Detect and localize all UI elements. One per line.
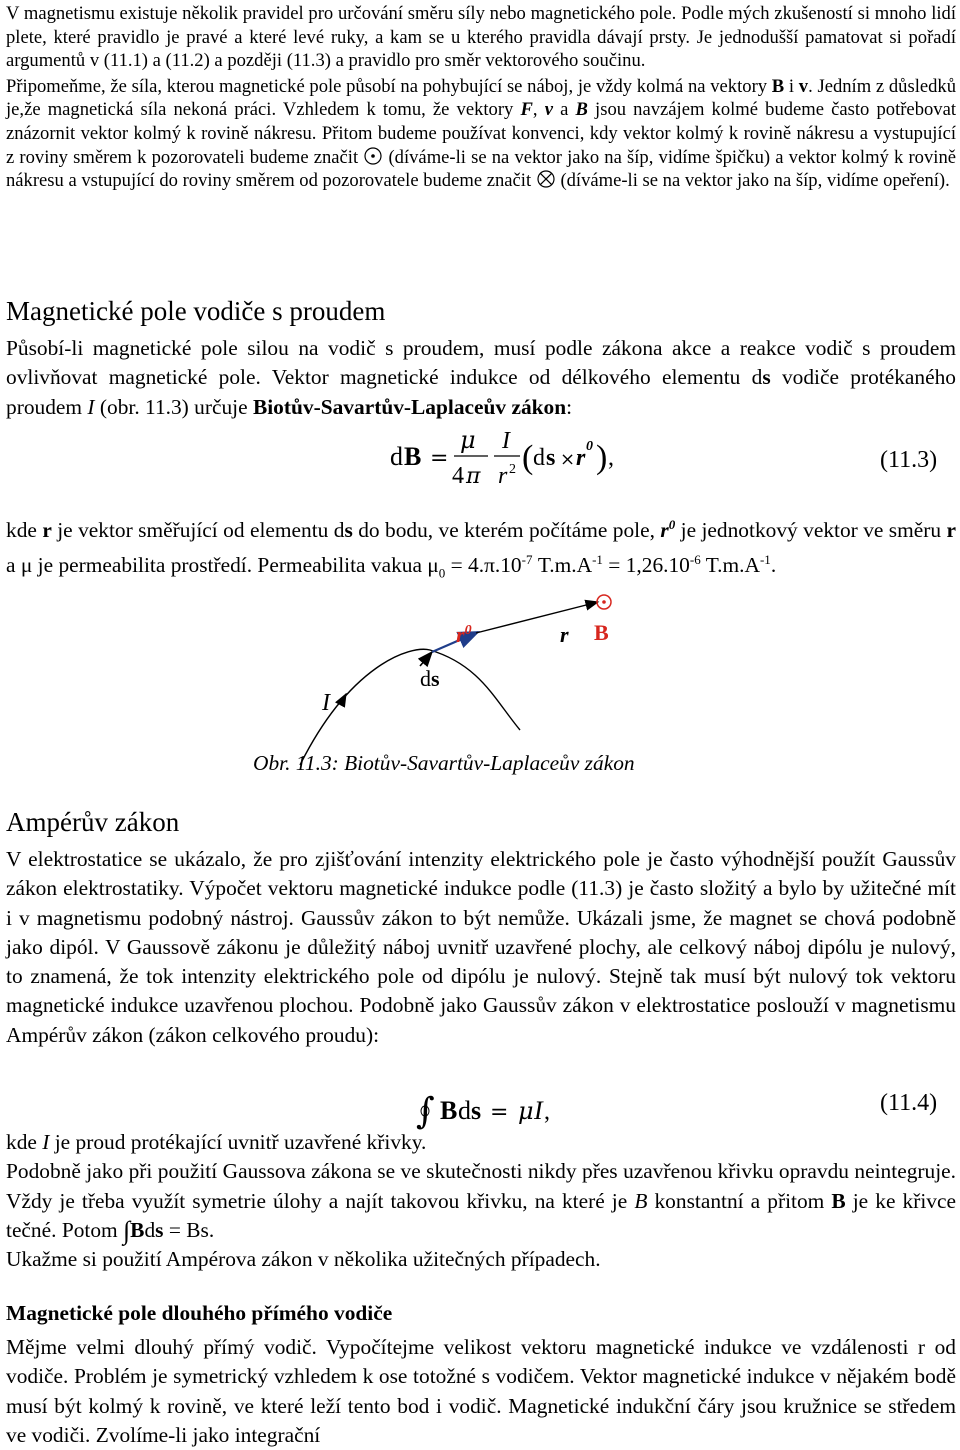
svg-text:∫: ∫ xyxy=(416,1091,435,1132)
intro-paragraph-1: V magnetismu existuje několik pravidel pro určování směru síly nebo magnetického pole. Podle mých zkušeností si mnoho lidí plete, které pravidlo je pravé a které levé ruky, a kam se u kterého pravidla dávají prsty. Je jednodušší pamatovat si pořadí argumentů v (11.1) a (11.2) a později (11.3) a pravidlo pro směr vektorového součinu. xyxy=(6,3,956,72)
svg-text:2: 2 xyxy=(509,462,516,477)
label-I: I xyxy=(322,690,330,716)
svg-text:r: r xyxy=(576,445,586,471)
svg-text:I: I xyxy=(534,1096,543,1125)
r-vector-line xyxy=(476,602,598,633)
out-of-plane-symbol-icon xyxy=(363,146,383,166)
current-wire xyxy=(300,649,520,765)
svg-text:,: , xyxy=(544,1099,550,1125)
equation-number-11-3: (11.3) xyxy=(880,447,938,473)
current-direction-arrow xyxy=(340,694,346,705)
svg-text:B: B xyxy=(440,1096,458,1125)
label-B: B xyxy=(594,620,609,645)
equation-ampere xyxy=(410,1083,580,1133)
ampere-law-paragraph: V elektrostatice se ukázalo, že pro zjišťování intenzity elektrického pole je často výhodnější použít Gaussův zákon elektrostatiky. Výpočet vektoru magnetické indukce podle (11.3) je často složitý a bylo by užitečné mít i v magnetismu podobný nástroj. Gaussův zákon to být nemůže. Ukázali jsme, že magnet se chová podobně jako dipól. V Gaussově zákonu je důležitý náboj uvnitř uzavřené plochy, ale celkový náboj dipólu je nulový, to znamená, že tok intenzity elektrického pole od dipólu je nulový. Stejně tak musí být nulový tok vektoru magnetické indukce uzavřenou plochou. Podobně jako Gaussův zákon v elektrostatice poslouží v magnetismu Ampérův zákon (zákon celkového proudu): xyxy=(6,847,956,1047)
label-ds: ds xyxy=(420,666,440,691)
svg-text:r: r xyxy=(498,463,508,489)
section-conductor-field-body xyxy=(6,334,956,422)
equation-biot-savart xyxy=(390,420,630,490)
svg-text:=: = xyxy=(490,1100,509,1125)
svg-text:): ) xyxy=(596,439,608,476)
label-r0: $r^0$ xyxy=(456,622,472,647)
svg-text:,: , xyxy=(608,445,614,471)
long-wire-body: Mějme velmi dlouhý přímý vodič. Vypočítejme velikost vektoru magnetické indukce ve vzdálenosti r od vodiče. Problém je symetrický vzhledem k ose totožné s vodičem. Vektor magnetické indukce v nějakém bodě musí být kolmý k rovině, ve které leží tento bod i vodič. Magnetické indukční čáry jsou kružnice se středem ve vodiči. Zvolíme-li jako integrační xyxy=(6,1335,956,1447)
B-out-of-plane-icon xyxy=(597,595,611,609)
intro-paragraph-2: Připomeňme, že síla, kterou magnetické pole působí na pohybující se náboj, je vždy kolmá na vektory B i v. Jedním z důsledků je,že magnetická síla nekoná práci. Vzhledem k tomu, že vektory F, v a B jsou navzájem kolmé budeme často potřebovat znázornit vektor kolmý k rovině nákresu. Přitom budeme používat konvenci, kdy vektor kolmý k rovině nákresu a vystupující z roviny směrem k pozorovateli budeme značit (díváme-li se na vektor jako na šíp, vidíme špičku) a vektor kolmý k rovině nákresu a vstupující do roviny směrem od pozorovatele budeme značit (díváme-li se na vektor jako na šíp, vidíme opeření). xyxy=(6,75,956,192)
section-title-ampere-law: Ampérův zákon xyxy=(6,807,180,837)
biot-savart-intro: Působí-li magnetické pole silou na vodič s proudem, musí podle zákona akce a reakce vodič s proudem ovlivňovat magnetické pole. Vektor magnetické indukce od délkového elementu ds vodiče protékaného proudem I (obr. 11.3) určuje Biotův-Savartův-Laplaceův zákon: xyxy=(6,336,956,419)
section-title-long-wire: Magnetické pole dlouhého přímého vodiče xyxy=(6,1301,393,1325)
svg-text:B: B xyxy=(404,442,422,471)
equation-number-11-4: (11.4) xyxy=(880,1090,938,1116)
svg-text:4: 4 xyxy=(452,463,464,489)
svg-text:×: × xyxy=(560,449,576,470)
label-r: r xyxy=(560,622,569,647)
ampere-law-body xyxy=(6,845,956,1050)
svg-text:π: π xyxy=(466,464,481,489)
svg-text:s: s xyxy=(471,1096,482,1125)
svg-text:μ: μ xyxy=(518,1097,534,1125)
intro-section xyxy=(6,2,956,193)
svg-text:d: d xyxy=(390,442,403,471)
svg-text:μ: μ xyxy=(460,426,476,454)
figure-caption: Obr. 11.3: Biotův-Savartův-Laplaceův zákon xyxy=(253,751,635,775)
ampere-law-after: kde I je proud protékající uvnitř uzavřené křivky. Podobně jako při použití Gaussova zákona se ve skutečnosti nikdy přes uzavřenou křivku opravdu neintegruje. Vždy je třeba využít symetrie úlohy a najít takovou křivku, na které je B konstantní a přitom B je ke křivce tečné. Potom ∫Bds = Bs. Ukažme si použití Ampérova zákon v několika užitečných případech. xyxy=(6,1130,956,1272)
svg-text:s: s xyxy=(546,445,556,471)
svg-text:d: d xyxy=(533,445,545,471)
svg-text:=: = xyxy=(430,446,449,471)
svg-text:(: ( xyxy=(522,439,534,476)
svg-text:d: d xyxy=(458,1096,471,1125)
ds-arrow xyxy=(420,652,432,666)
integral-symbol-icon: ∫ xyxy=(123,1215,131,1245)
svg-text:0: 0 xyxy=(586,439,593,454)
biot-savart-explanation: kde r je vektor směřující od elementu ds do bodu, ve kterém počítáme pole, $r^0$ je jednotkový vektor ve směru r a μ je permeabilita prostředí. Permeabilita vakua $\mu_0 = 4.\pi.10^{-7}$ $T.m.A^{-1} = 1,26.10^{-6}$ $T.m.A^{-1}$. xyxy=(6,517,956,581)
into-plane-symbol-icon xyxy=(536,169,556,189)
svg-text:I: I xyxy=(502,428,510,454)
section-title-conductor-field: Magnetické pole vodiče s proudem xyxy=(6,296,386,326)
